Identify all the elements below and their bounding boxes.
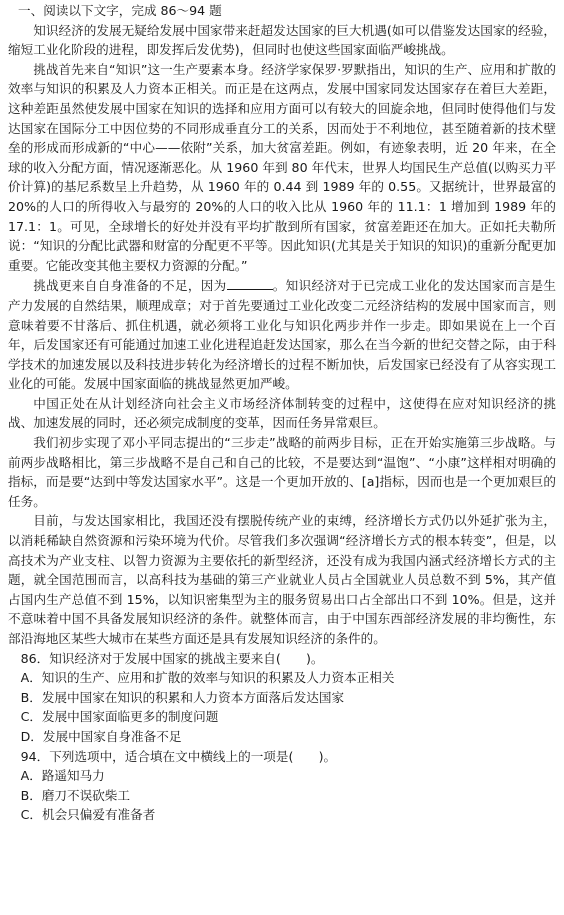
question-86-option-b: B．发展中国家在知识的积累和人力资本方面落后发达国家 (20, 689, 345, 705)
question-86 (8, 649, 556, 747)
section-header: 一、阅读以下文字，完成 86～94 题 (18, 3, 222, 18)
question-94 (8, 747, 556, 825)
paragraph-3-before-blank: 挑战更来自自身准备的不足，因为 (33, 278, 227, 294)
passage-paragraph-4: 中国正处在从计划经济向社会主义市场经济体制转变的过程中，这使得在应对知识经济的挑战、加速发展的同时，还必须完成制度的变革，因而任务异常艰巨。 (8, 395, 556, 431)
passage-paragraph-3 (8, 275, 556, 394)
passage-paragraph-6: 目前，与发达国家相比，我国还没有摆脱传统产业的束缚，经济增长方式仍以外延扩张为主，以消耗稀缺自然资源和污染环境为代价。尽管我们多次强调“经济增长方式的根本转变”，但是，以高技术为产业支柱、以智力资源为主要依托的新型经济，还没有成为我国内涵式经济增长方式的主题，就全国范围而言，以高科技为基础的第三产业就业人员占全国就业人员总数不到 5%，其产值占国内生产总值不到 15%，以知识密集型为主的服务贸易出口占全部出口不到 10%。但是，这并不意味着中国不具备发展知识经济的条件。就整体而言，由于中国东西部经济发展的非均衡性，东部沿海地区某些大城市在某些方面还是具有发展知识经济的条件的。 (8, 513, 556, 646)
question-86-stem: 86．知识经济对于发展中国家的挑战主要来自( )。 (20, 650, 324, 666)
question-94-option-a: A．路遥知马力 (20, 768, 105, 784)
question-94-stem: 94．下列选项中，适合填在文中横线上的一项是( )。 (20, 748, 337, 764)
passage-paragraph-5: 我们初步实现了邓小平同志提出的“三步走”战略的前两步目标，正在开始实施第三步战略。与前两步战略相比，第三步战略不是自己和自己的比较，不是要达到“温饱”、“小康”这样相对明确的指标，而是要“达到中等发达国家水平”。这是一个更加开放的、[a]指标，因而也是一个更加艰巨的任务。 (8, 435, 556, 509)
reading-passage (8, 21, 556, 649)
passage-paragraph-1: 知识经济的发展无疑给发展中国家带来赶超发达国家的巨大机遇(如可以借鉴发达国家的经验，缩短工业化阶段的进程，即发挥后发优势)，但同时也使这些国家面临严峻挑战。 (8, 22, 556, 58)
fill-in-blank (227, 275, 273, 290)
question-86-option-d: D．发展中国家自身准备不足 (20, 728, 182, 744)
passage-paragraph-2: 挑战首先来自“知识”这一生产要素本身。经济学家保罗·罗默指出，知识的生产、应用和扩散的效率与知识的积累及人力资本正相关。而正是在这两点，发展中国家同发达国家存在着巨大差距，这种差距虽然使发展中国家在知识的选择和应用方面可以有较大的回旋余地，但同时使得他们与发达国家在国际分工中因位势的不同形成垂直分工的关系，因而处于不利地位，甚至随着新的技术壁垒的形成而形成新的“中心——依附”关系，加大贫富差距。例如，有迹象表明，近 20 年来，在全球的收入分配方面，情况逐渐恶化。从 1960 年到 80 年代末，世界人均国民生产总值(以购买力平价计算)的基尼系数呈上升趋势，从 1960 年的 0.44 到 1989 年的 0.55。又据统计，世界最富的 20%的人口的所得收入与最穷的 20%的人口的收入比从 1960 年的 11.1：1 增加到 1989 年的 17.1：1。可见，全球增长的好处并没有平均扩散到所有国家，贫富差距还在加大。正如托夫勒所说：“知识的分配比武器和财富的分配更不平等。因此知识(尤其是关于知识的知识)的重新分配更加重要。它能改变其他主要权力资源的分配。” (8, 61, 556, 273)
document-page (0, 1, 564, 825)
question-94-option-b: B．磨刀不误砍柴工 (20, 787, 130, 803)
question-86-option-a: A．知识的生产、应用和扩散的效率与知识的积累及人力资本正相关 (20, 670, 395, 686)
question-94-option-c: C．机会只偏爱有准备者 (20, 807, 156, 823)
question-86-option-c: C．发展中国家面临更多的制度问题 (20, 709, 219, 725)
paragraph-3-after-blank: 。知识经济对于已完成工业化的发达国家而言是生产力发展的自然结果，顺理成章；对于首先要通过工业化改变二元经济结构的发展中国家而言，则意味着要不甘落后、抓住机遇，就必须将工业化与知识化两步并作一步走。即如果说在上一个百年，后发国家还有可能通过加速工业化进程追赶发达国家，那么在当今新的世纪交替之际，由于科学技术的加速发展以及科技进步转化为经济增长的过程不断加快，后发国家已经没有了从容实现工业化的可能。发展中国家面临的挑战显然更加严峻。 (8, 278, 557, 392)
